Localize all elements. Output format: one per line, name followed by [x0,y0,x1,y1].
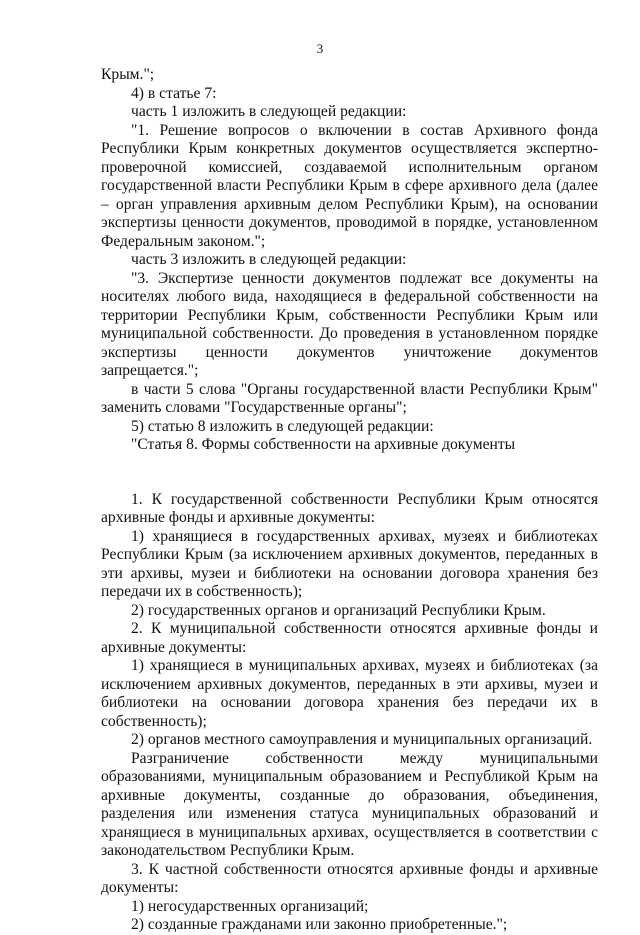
paragraph: часть 1 изложить в следующей редакции: [131,103,407,120]
paragraph: Крым."; [101,66,155,83]
section-spacer [101,455,598,491]
article-heading: "Статья 8. Формы собственности на архивные документы [131,436,516,453]
paragraph: "3. Экспертизе ценности документов подлежат все документы на носителях любого вида, находящиеся в федеральной собственности на территории Республики Крым, собственности Республики Крым или муниципальной собственности. До проведения в установленном порядке экспертизы ценности документов уничтожение документов запрещается."; [101,269,598,379]
paragraph: 3. К частной собственности относятся архивные фонды и архивные документы: [101,860,598,896]
paragraph: 2) органов местного самоуправления и муниципальных организаций. [131,731,593,748]
paragraph: 2) созданные гражданами или законно приобретенные."; [131,916,508,933]
page-number: 3 [316,41,324,56]
paragraph: 4) в статье 7: [131,84,217,102]
paragraph: часть 3 изложить в следующей редакции: [131,251,407,268]
paragraph: 2. К муниципальной собственности относятся архивные фонды и архивные документы: [101,620,598,656]
document-body [101,66,598,935]
paragraph: 1. К государственной собственности Республики Крым относятся архивные фонды и архивные документы: [101,490,598,526]
paragraph: 1) негосударственных организаций; [131,897,369,915]
paragraph: 2) государственных органов и организаций Республики Крым. [131,601,546,619]
paragraph: 1) хранящиеся в государственных архивах, музеях и библиотеках Республики Крым (за исключением архивных документов, переданных в эти архивы, музеи и библиотеки на основании договора хранения без передачи их в собственность); [101,527,598,600]
paragraph: "1. Решение вопросов о включении в состав Архивного фонда Республики Крым конкретных документов осуществляется экспертно-проверочной комиссией, создаваемой исполнительным органом государственной власти Республики Крым в сфере архивного дела (далее – орган управления архивным делом Республики Крым), на основании экспертизы ценности документов, проводимой в порядке, установленном Федеральным законом."; [101,121,598,250]
paragraph: 5) статью 8 изложить в следующей редакции: [131,417,434,435]
paragraph: 1) хранящиеся в муниципальных архивах, музеях и библиотеках (за исключением архивных документов, переданных в эти архивы, музеи и библиотеки на основании договора хранения без передачи их в собственность); [101,657,598,730]
paragraph: Разграничение собственности между муниципальными образованиями, муниципальным образованием и Республикой Крым на архивные документы, созданные до образования, объединения, разделения или изменения статуса муниципальных образований и хранящиеся в муниципальных архивах, осуществляется в соответствии с законодательством Республики Крым. [101,749,598,859]
paragraph: в части 5 слова "Органы государственной власти Республики Крым" заменить словами "Государственные органы"; [101,380,598,416]
